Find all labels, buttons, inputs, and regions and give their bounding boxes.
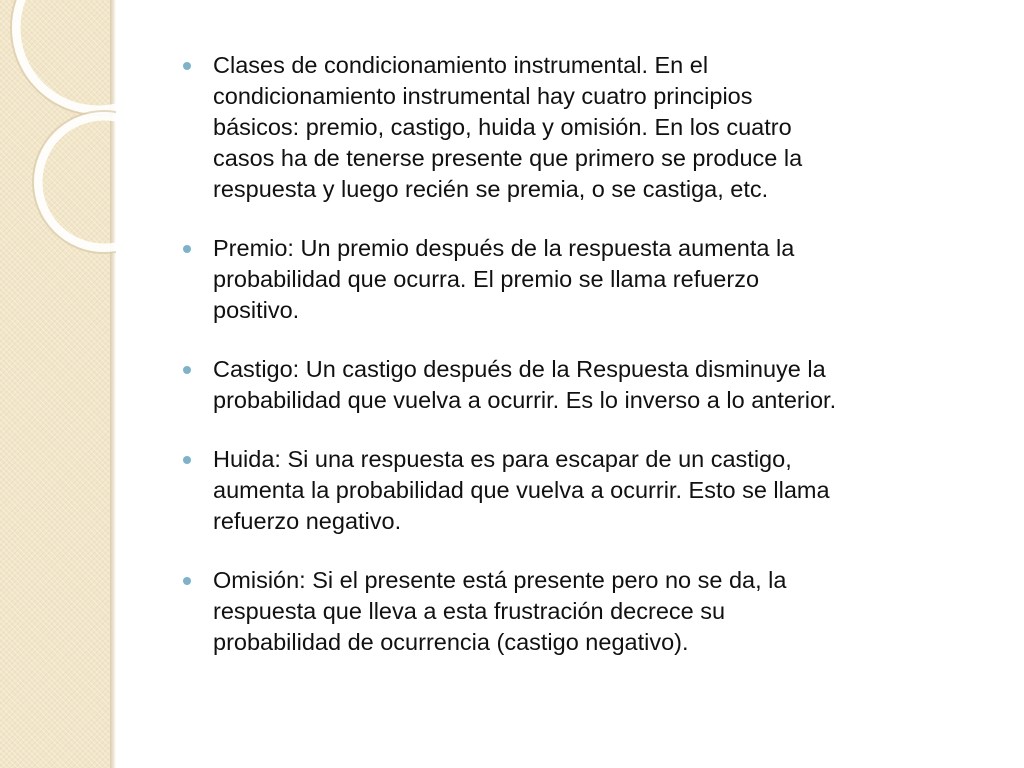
bullet-text: Premio: Un premio después de la respuesta aumenta la probabilidad que ocurra. El premio se llama refuerzo positivo. bbox=[213, 235, 795, 323]
decorative-circle-small-shadow bbox=[33, 111, 116, 253]
bullet-item-huida bbox=[176, 444, 988, 537]
bullet-dot-icon bbox=[183, 456, 191, 464]
decorative-circle-large bbox=[16, 0, 116, 110]
bullet-item-omision bbox=[176, 565, 988, 658]
bullet-text: Castigo: Un castigo después de la Respuesta disminuye la probabilidad que vuelva a ocurrir. Es lo inverso a lo anterior. bbox=[213, 356, 837, 413]
decorative-circles bbox=[0, 0, 116, 768]
bullet-text: Huida: Si una respuesta es para escapar de un castigo, aumenta la probabilidad que vuelva a ocurrir. Esto se llama refuerzo negativo. bbox=[213, 446, 830, 534]
bullet-item-castigo bbox=[176, 354, 988, 416]
bullet-dot-icon bbox=[183, 245, 191, 253]
bullet-dot-icon bbox=[183, 62, 191, 70]
bullet-item-clases bbox=[176, 50, 988, 205]
bullet-item-premio bbox=[176, 233, 988, 326]
bullet-dot-icon bbox=[183, 366, 191, 374]
bullet-dot-icon bbox=[183, 577, 191, 585]
bullet-text: Omisión: Si el presente está presente pero no se da, la respuesta que lleva a esta frustración decrece su probabilidad de ocurrencia (castigo negativo). bbox=[213, 567, 787, 655]
bullet-text: Clases de condicionamiento instrumental. En el condicionamiento instrumental hay cuatro principios básicos: premio, castigo, huida y omisión. En los cuatro casos ha de tenerse presente que primero se produce la respuesta y luego recién se premia, o se castiga, etc. bbox=[213, 52, 803, 202]
bullet-list bbox=[176, 50, 988, 686]
